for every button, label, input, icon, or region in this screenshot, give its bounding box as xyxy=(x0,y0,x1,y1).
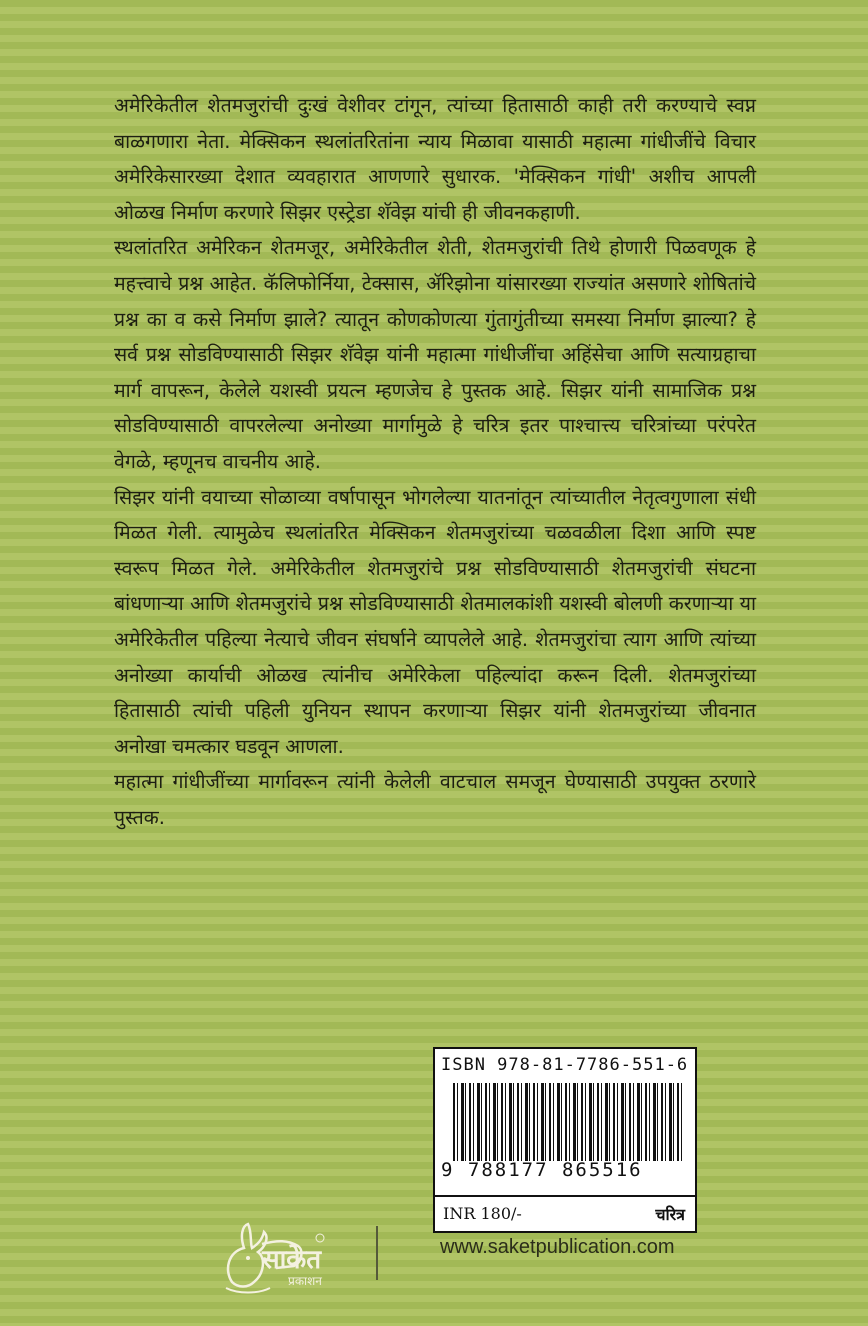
genre-label: चरित्र xyxy=(655,1205,685,1224)
barcode-digits: 9 788177 865516 xyxy=(441,1159,643,1181)
publisher-logo xyxy=(218,1222,348,1298)
publisher-website: www.saketpublication.com xyxy=(440,1236,675,1258)
back-cover-blurb xyxy=(114,88,756,835)
blurb-paragraph-3: सिझर यांनी वयाच्या सोळाव्या वर्षापासून भोगलेल्या यातनांतून त्यांच्यातील नेतृत्वगुणाला संधी मिळत गेली. त्यामुळेच स्थलांतरित मेक्सिकन शेतमजुरांच्या चळवळीला दिशा आणि स्पष्ट स्वरूप मिळत गेले. अमेरिकेतील शेतमजुरांचे प्रश्न सोडविण्यासाठी शेतमजुरांची संघटना बांधणाऱ्या आणि शेतमजुरांचे प्रश्न सोडविण्यासाठी शेतमालकांशी यशस्वी बोलणी करणाऱ्या या अमेरिकेतील पहिल्या नेत्याचे जीवन संघर्षाने व्यापलेले आहे. शेतमजुरांचा त्याग आणि त्यांच्या अनोख्या कार्याची ओळख त्यांनीच अमेरिकेला पहिल्यांदा करून दिली. शेतमजुरांच्या हितासाठी त्यांची पहिली युनियन स्थापन करणाऱ्या सिझर यांनी शेतमजुरांच्या जीवनात अनोखा चमत्कार घडवून आणला. xyxy=(114,485,756,758)
price-label: INR 180/- xyxy=(443,1204,522,1223)
isbn-label: ISBN 978-81-7786-551-6 xyxy=(441,1055,689,1075)
blurb-paragraph-4: महात्मा गांधीजींच्या मार्गावरून त्यांनी केलेली वाटचाल समजून घेण्यासाठी उपयुक्त ठरणारे पुस्तक. xyxy=(114,770,756,829)
barcode-bars xyxy=(453,1083,685,1161)
price-box xyxy=(433,1197,697,1233)
footer-divider xyxy=(376,1226,378,1280)
logo-text: साकेत xyxy=(262,1245,322,1275)
blurb-paragraph-2: स्थलांतरित अमेरिकन शेतमजूर, अमेरिकेतील शेती, शेतमजुरांची तिथे होणारी पिळवणूक हे महत्त्वाचे प्रश्न आहेत. कॅलिफोर्निया, टेक्सास, ॲरिझोना यांसारख्या राज्यांत असणारे शोषितांचे प्रश्न का व कसे निर्माण झाले? त्यातून कोणकोणत्या गुंतागुंतीच्या समस्या निर्माण झाल्या? हे सर्व प्रश्न सोडविण्यासाठी सिझर शॅवेझ यांनी महात्मा गांधीजींचा अहिंसेचा आणि सत्याग्रहाचा मार्ग वापरून, केलेले यशस्वी प्रयत्न म्हणजेच हे पुस्तक आहे. सिझर यांनी सामाजिक प्रश्न सोडविण्यासाठी वापरलेल्या अनोख्या मार्गामुळे हे चरित्र इतर पाश्चात्त्य चरित्रांच्या परंपरेत वेगळे, म्हणूनच वाचनीय आहे. xyxy=(114,236,756,473)
isbn-barcode xyxy=(433,1047,697,1197)
logo-subtext: प्रकाशन xyxy=(288,1274,322,1288)
blurb-paragraph-1: अमेरिकेतील शेतमजुरांची दुःखं वेशीवर टांगून, त्यांच्या हितासाठी काही तरी करण्याचे स्वप्न बाळगणारा नेता. मेक्सिकन स्थलांतरितांना न्याय मिळावा यासाठी महात्मा गांधीजींचे विचार अमेरिकेसारख्या देशात व्यवहारात आणणारे सुधारक. 'मेक्सिकन गांधी' अशीच आपली ओळख निर्माण करणारे सिझर एस्ट्रेडा शॅवेझ यांची ही जीवनकहाणी. xyxy=(114,94,756,224)
